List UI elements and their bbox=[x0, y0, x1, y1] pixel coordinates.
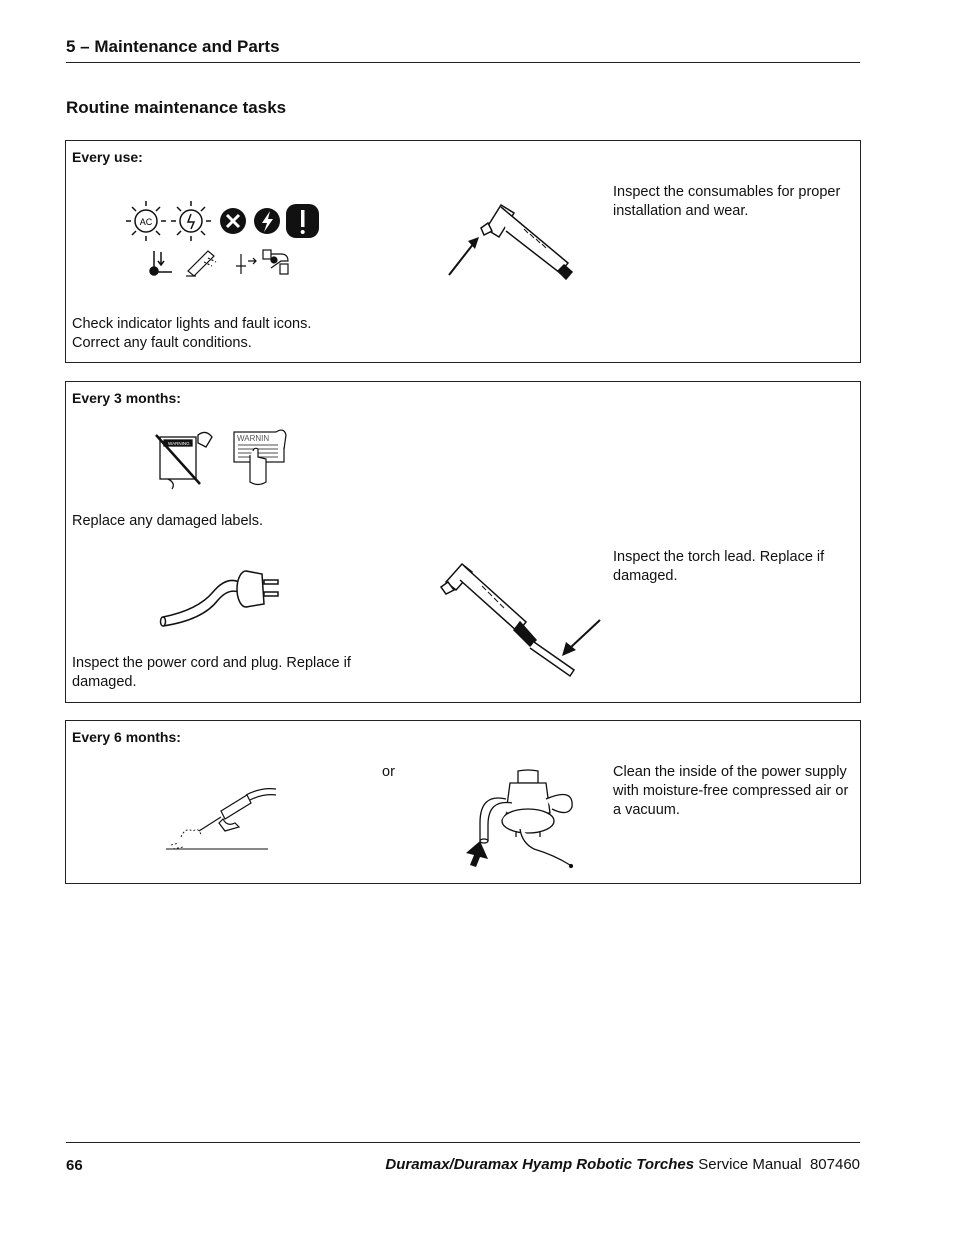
indicator-icons bbox=[116, 196, 386, 281]
coolant-flow-icon bbox=[236, 250, 288, 274]
gas-pressure-icon bbox=[186, 251, 216, 276]
vacuum-illustration bbox=[458, 763, 583, 871]
temperature-icon bbox=[150, 251, 172, 275]
ac-icon-text: AC bbox=[139, 217, 153, 227]
manual-title: Duramax/Duramax Hyamp Robotic Torches bbox=[385, 1156, 695, 1173]
warning-small-text: WARNING bbox=[168, 441, 190, 446]
section-title: Routine maintenance tasks bbox=[66, 98, 287, 117]
lightning-icon bbox=[254, 208, 280, 234]
or-text: or bbox=[382, 764, 395, 780]
power-cord-illustration bbox=[158, 562, 288, 632]
air-puff-icon bbox=[171, 830, 201, 849]
clean-text: Clean the inside of the power supply with moisture-free compressed air or a vacuum. bbox=[613, 764, 849, 818]
labels-illustration bbox=[154, 427, 294, 492]
manual-suffix: Service Manual 807460 bbox=[694, 1156, 860, 1173]
pointer-arrow bbox=[449, 243, 474, 275]
vacuum-arrow bbox=[466, 841, 488, 867]
torch-lead-arrow bbox=[570, 620, 600, 648]
every-3-months-label: Every 3 months: bbox=[72, 390, 181, 406]
torch-lead-text: Inspect the torch lead. Replace if damaged. bbox=[613, 549, 825, 584]
consumables-text: Inspect the consumables for proper installation and wear. bbox=[613, 184, 841, 219]
header-divider bbox=[66, 62, 860, 63]
warning-large-text: WARNIN bbox=[237, 434, 270, 443]
footer-manual-info bbox=[385, 1156, 860, 1173]
vacuum-icon bbox=[480, 770, 573, 868]
indicator-text-line1: Check indicator lights and fault icons. bbox=[72, 316, 312, 332]
torch-icon bbox=[481, 205, 572, 279]
fault-x-icon bbox=[220, 208, 246, 234]
chapter-heading: 5 – Maintenance and Parts bbox=[66, 37, 280, 56]
torch-consumables-illustration bbox=[446, 201, 586, 281]
every-use-box bbox=[65, 140, 861, 363]
indicator-text-line2: Correct any fault conditions. bbox=[72, 335, 252, 351]
power-plug-icon bbox=[161, 571, 279, 626]
every-6-months-box bbox=[65, 720, 861, 884]
power-light-icon bbox=[171, 201, 211, 241]
page-number: 66 bbox=[66, 1157, 83, 1174]
torch-lead-illustration bbox=[436, 562, 606, 677]
replace-labels-text: Replace any damaged labels. bbox=[72, 513, 264, 529]
footer-divider bbox=[66, 1142, 860, 1143]
compressed-air-illustration bbox=[161, 783, 276, 855]
every-use-label: Every use: bbox=[72, 149, 143, 165]
every-3-months-box bbox=[65, 381, 861, 703]
torch-lead-icon bbox=[441, 564, 574, 676]
every-6-months-label: Every 6 months: bbox=[72, 729, 181, 745]
power-cord-text: Inspect the power cord and plug. Replace if damaged. bbox=[72, 655, 351, 690]
air-nozzle-icon bbox=[166, 789, 276, 849]
warning-icon bbox=[286, 204, 319, 238]
